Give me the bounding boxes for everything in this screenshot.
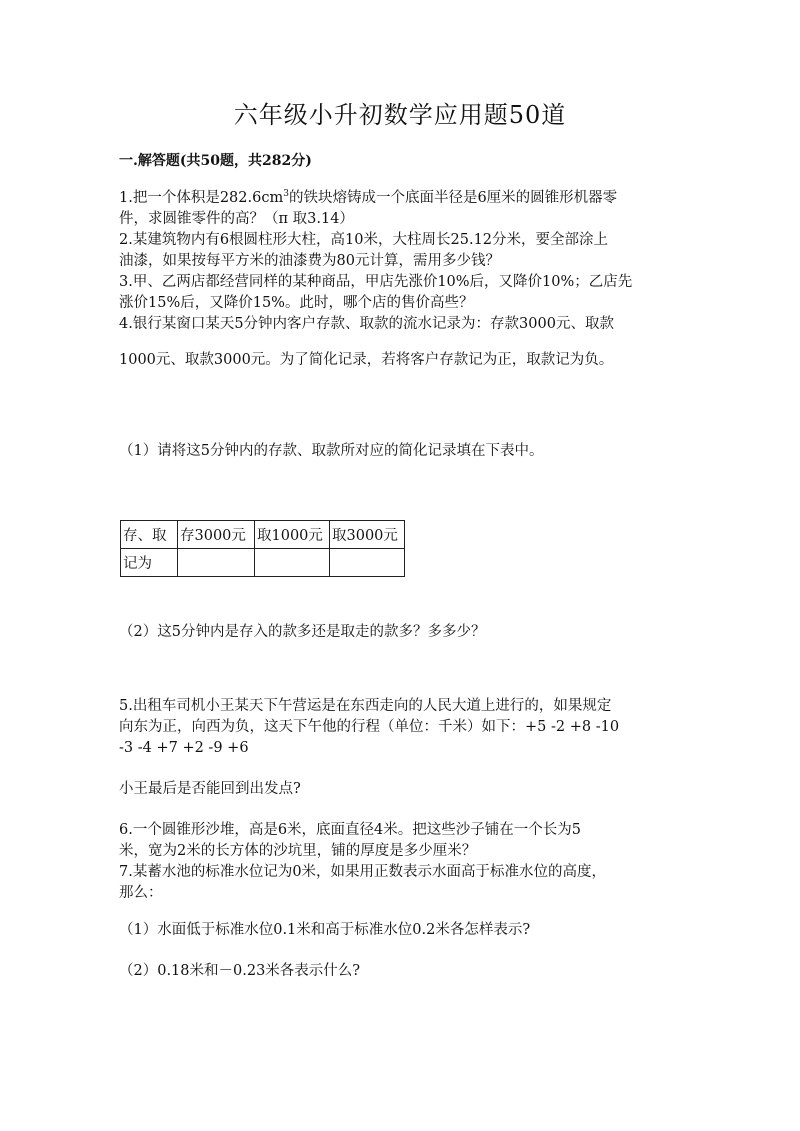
q7-sub1: （1）水面低于标准水位0.1米和高于标准水位0.2米各怎样表示? bbox=[119, 922, 531, 938]
question-7 bbox=[119, 862, 689, 904]
table-cell: 取1000元 bbox=[255, 521, 330, 549]
question-5 bbox=[119, 696, 689, 759]
question-6 bbox=[119, 820, 689, 862]
question-3 bbox=[119, 272, 689, 314]
q4-sub1: （1）请将这5分钟内的存款、取款所对应的简化记录填在下表中。 bbox=[119, 443, 544, 459]
q1-superscript: 3 bbox=[283, 189, 289, 200]
table-cell-blank[interactable] bbox=[330, 549, 405, 577]
table-cell-blank[interactable] bbox=[255, 549, 330, 577]
q1-line1b: 的铁块熔铸成一个底面半径是6厘米的圆锥形机器零 bbox=[288, 190, 618, 206]
page-title: 六年级小升初数学应用题50道 bbox=[233, 101, 567, 129]
record-table bbox=[120, 520, 405, 577]
q5-line3: -3 -4 +7 +2 -9 +6 bbox=[119, 740, 249, 756]
table-cell: 取3000元 bbox=[330, 521, 405, 549]
q3-line1: 3.甲、乙两店都经营同样的某种商品，甲店先涨价10%后，又降价10%；乙店先 bbox=[119, 274, 633, 290]
table-cell-blank[interactable] bbox=[178, 549, 255, 577]
section-heading: 一.解答题(共50题，共282分) bbox=[119, 153, 312, 169]
q4-line2: 1000元、取款3000元。为了简化记录，若将客户存款记为正，取款记为负。 bbox=[119, 352, 614, 368]
question-2 bbox=[119, 230, 689, 272]
q6-line2: 米，宽为2米的长方体的沙坑里，铺的厚度是多少厘米？ bbox=[119, 843, 477, 859]
q2-line1: 2.某建筑物内有6根圆柱形大柱，高10米，大柱周长25.12分米，要全部涂上 bbox=[119, 232, 609, 248]
q7-line2: 那么： bbox=[119, 885, 163, 901]
q4-line1: 4.银行某窗口某天5分钟内客户存款、取款的流水记录为：存款3000元、取款 bbox=[119, 316, 614, 332]
table-cell: 存、取 bbox=[121, 521, 178, 549]
q5-line2: 向东为正，向西为负，这天下午他的行程（单位：千米）如下：+5 -2 +8 -10 bbox=[119, 719, 620, 735]
q5-line1: 5.出租车司机小王某天下午营运是在东西走向的人民大道上进行的，如果规定 bbox=[119, 698, 612, 714]
q4-sub2: （2）这5分钟内是存入的款多还是取走的款多？多多少？ bbox=[119, 624, 486, 640]
q2-line2: 油漆，如果按每平方米的油漆费为80元计算，需用多少钱？ bbox=[119, 253, 500, 269]
q6-line1: 6.一个圆锥形沙堆，高是6米，底面直径4米。把这些沙子铺在一个长为5 bbox=[119, 822, 582, 838]
table-row bbox=[121, 521, 405, 549]
question-4 bbox=[119, 314, 689, 335]
q5-sub: 小王最后是否能回到出发点? bbox=[119, 781, 301, 797]
q1-line2: 件，求圆锥零件的高？（π 取3.14） bbox=[119, 211, 354, 227]
q7-sub2: （2）0.18米和－0.23米各表示什么? bbox=[119, 963, 361, 979]
q3-line2: 涨价15%后，又降价15%。此时，哪个店的售价高些？ bbox=[119, 295, 474, 311]
q1-line1: 1.把一个体积是282.6cm bbox=[119, 190, 284, 206]
table-cell: 存3000元 bbox=[178, 521, 255, 549]
table-cell: 记为 bbox=[121, 549, 178, 577]
question-1 bbox=[119, 188, 689, 230]
table-row bbox=[121, 549, 405, 577]
q7-line1: 7.某蓄水池的标准水位记为0米，如果用正数表示水面高于标准水位的高度， bbox=[119, 864, 607, 880]
